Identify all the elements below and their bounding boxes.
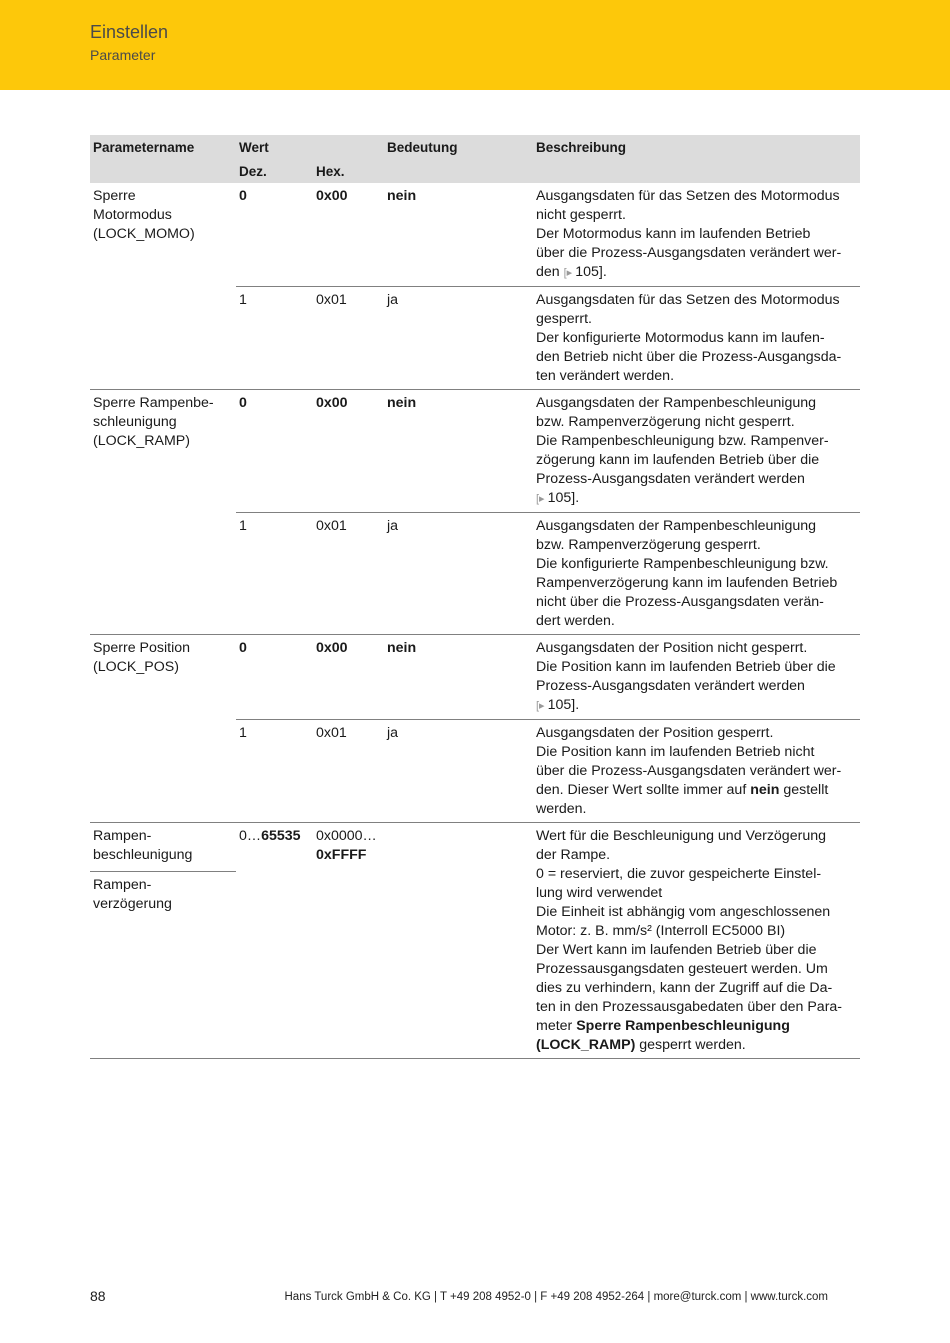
text-line: [536, 639, 857, 658]
text-line: [536, 394, 857, 413]
text-span: Die Position kann im laufenden Betrieb nicht: [536, 744, 815, 760]
value-hex: 0x00: [313, 635, 384, 720]
table-row: [90, 823, 860, 1059]
arrow-icon[interactable]: [▸: [536, 493, 548, 505]
text-line: Rampen-: [93, 828, 152, 844]
text-line: [536, 696, 857, 716]
text-line: ten in den Prozessausgabedaten über den Para-: [536, 999, 843, 1015]
text-line: [536, 536, 857, 555]
meaning: nein: [384, 635, 533, 720]
text-bold: Sperre Rampenbeschleunigung: [576, 1018, 790, 1034]
meaning: ja: [384, 287, 533, 390]
param-name: [90, 823, 236, 1059]
param-name: [90, 390, 236, 635]
text-line: Rampen-: [93, 877, 152, 893]
text-line: [536, 1036, 857, 1055]
text-span: Prozess-Ausgangsdaten verändert werden: [536, 471, 805, 487]
text-line: werden.: [536, 801, 587, 817]
text-line: [536, 348, 857, 367]
text-span: Die konfigurierte Rampenbeschleunigung bzw.: [536, 556, 829, 572]
param-name: [90, 635, 236, 823]
text-line: 0 = reserviert, die zuvor gespeicherte Einstel-: [536, 866, 822, 882]
text-span: meter: [536, 1018, 573, 1034]
text-line: [536, 225, 857, 244]
value-dec: 1: [236, 720, 313, 823]
text-span: Der konfigurierte Motormodus kann im laufen-: [536, 330, 825, 346]
page-header: [0, 0, 950, 90]
text-span: ten verändert werden.: [536, 368, 675, 384]
text-line: beschleunigung: [93, 847, 193, 863]
meaning: ja: [384, 720, 533, 823]
range-max: 65535: [261, 828, 301, 844]
page-ref-value: 105].: [547, 490, 580, 506]
text-line: der Rampe.: [536, 847, 611, 863]
value-dec: [236, 823, 313, 1059]
value-dec: 0: [236, 390, 313, 513]
text-line: [536, 244, 857, 263]
text-line: lung wird verwendet: [536, 885, 663, 901]
text-span: über die Prozess-Ausgangsdaten verändert wer-: [536, 245, 842, 261]
description: [533, 823, 860, 1059]
text-line: Motormodus: [93, 207, 172, 223]
text-line: Sperre Rampenbe-: [93, 395, 214, 411]
value-hex: 0x00: [316, 188, 348, 204]
description: [533, 720, 860, 823]
text-line: (LOCK_POS): [93, 659, 179, 675]
value-dec: 1: [236, 287, 313, 390]
text-line: Motor: z. B. mm/s² (Interroll EC5000 BI): [536, 923, 786, 939]
page-ref: [560, 264, 607, 280]
text-span: über die Prozess-Ausgangsdaten verändert wer-: [536, 763, 842, 779]
text-span: Ausgangsdaten für das Setzen des Motormodus: [536, 188, 840, 204]
text-span: Ausgangsdaten der Position gesperrt.: [536, 725, 774, 741]
text-span: bzw. Rampenverzögerung nicht gesperrt.: [536, 414, 795, 430]
text-span: gestellt: [783, 782, 829, 798]
value-hex: 0x01: [313, 513, 384, 635]
text-line: [536, 470, 857, 489]
col-header-meaning: Bedeutung: [384, 135, 533, 159]
text-line: verzögerung: [93, 896, 172, 912]
text-line: Sperre Position: [93, 640, 190, 656]
text-line: Sperre: [93, 188, 136, 204]
text-span: Prozess-Ausgangsdaten verändert werden: [536, 678, 805, 694]
meaning: nein: [387, 188, 417, 204]
text-span: Die Position kann im laufenden Betrieb über die: [536, 659, 836, 675]
text-line: [536, 329, 857, 348]
text-line: (LOCK_MOMO): [93, 226, 195, 242]
text-line: [536, 432, 857, 451]
text-span: Ausgangsdaten für das Setzen des Motormodus: [536, 292, 840, 308]
text-line: [536, 658, 857, 677]
range-prefix: 0…: [239, 828, 262, 844]
col-header-description: Beschreibung: [533, 135, 860, 159]
text-span: Ausgangsdaten der Position nicht gesperrt.: [536, 640, 808, 656]
text-line: [536, 593, 857, 612]
text-line: [536, 451, 857, 470]
section-subtitle: Parameter: [90, 47, 156, 63]
text-line: [536, 677, 857, 696]
param-name-1: [93, 827, 233, 865]
text-line: [536, 574, 857, 593]
param-name-2: [90, 871, 236, 914]
meaning: [384, 823, 533, 1059]
text-line: [536, 206, 857, 225]
text-line: dies zu verhindern, kann der Zugriff auf die Da-: [536, 980, 833, 996]
description: [533, 635, 860, 720]
text-span: gesperrt.: [536, 311, 592, 327]
text-line: (LOCK_RAMP): [93, 433, 190, 449]
text-span: gesperrt werden.: [639, 1037, 746, 1053]
text-line: Die Einheit ist abhängig vom angeschlossenen: [536, 904, 831, 920]
text-line: [536, 367, 857, 386]
text-line: [536, 187, 857, 206]
value-dec: 0: [236, 635, 313, 720]
text-bold: (LOCK_RAMP): [536, 1037, 636, 1053]
col-header-name: Parametername: [90, 135, 236, 159]
range-hex-prefix: 0x0000…: [316, 828, 377, 844]
text-span: Rampenverzögerung kann im laufenden Betrieb: [536, 575, 838, 591]
text-line: [536, 743, 857, 762]
text-line: [536, 781, 857, 800]
text-span: nicht über die Prozess-Ausgangsdaten verän-: [536, 594, 824, 610]
parameter-table: [90, 135, 860, 1059]
text-line: [536, 489, 857, 509]
description: [533, 513, 860, 635]
text-span: nicht gesperrt.: [536, 207, 626, 223]
text-span: Die Rampenbeschleunigung bzw. Rampenver-: [536, 433, 829, 449]
chapter-title: Einstellen: [90, 22, 169, 42]
text-span: zögerung kann im laufenden Betrieb über die: [536, 452, 820, 468]
text-span: bzw. Rampenverzögerung gesperrt.: [536, 537, 761, 553]
value-hex: 0x01: [313, 287, 384, 390]
text-line: [536, 310, 857, 329]
text-line: [536, 413, 857, 432]
text-line: [536, 1017, 857, 1036]
meaning: ja: [384, 513, 533, 635]
col-header-value: Wert: [236, 135, 313, 159]
text-span: Der Motormodus kann im laufenden Betrieb: [536, 226, 811, 242]
text-line: Prozessausgangsdaten gesteuert werden. Um: [536, 961, 828, 977]
text-line: [536, 612, 857, 631]
meaning: nein: [384, 390, 533, 513]
page-ref-value: 105].: [575, 264, 607, 280]
value-dec: 0: [239, 188, 247, 204]
text-line: [536, 762, 857, 781]
text-line: [536, 263, 857, 283]
page-ref-value: 105].: [547, 697, 580, 713]
text-line: [536, 555, 857, 574]
text-line: [536, 724, 857, 743]
col-header-dec: Dez.: [236, 159, 313, 183]
value-hex: 0x00: [313, 390, 384, 513]
col-header-hex: Hex.: [313, 159, 384, 183]
description: [533, 287, 860, 390]
description: [533, 390, 860, 513]
value-hex: 0x01: [313, 720, 384, 823]
table-row: [90, 635, 860, 720]
text-span: den. Dieser Wert sollte immer auf: [536, 782, 747, 798]
text-line: Wert für die Beschleunigung und Verzögerung: [536, 828, 826, 844]
text-span: den Betrieb nicht über die Prozess-Ausgangsda-: [536, 349, 842, 365]
table-row: [90, 390, 860, 513]
value-dec: 1: [236, 513, 313, 635]
text-span: Ausgangsdaten der Rampenbeschleunigung: [536, 518, 817, 534]
param-name: [90, 183, 236, 390]
text-line: Der Wert kann im laufenden Betrieb über die: [536, 942, 817, 958]
footer-contact: Hans Turck GmbH & Co. KG | T +49 208 4952-0 | F +49 208 4952-264 | more@turck.com | www.turck.com: [284, 1291, 828, 1303]
text-span: den: [536, 264, 560, 280]
text-line: [536, 517, 857, 536]
arrow-icon[interactable]: [▸: [536, 700, 548, 712]
description: [533, 183, 860, 287]
text-span: dert werden.: [536, 613, 615, 629]
text-line: [536, 291, 857, 310]
page-number: 88: [90, 1288, 106, 1304]
text-bold: nein: [750, 782, 780, 798]
range-hex-max: 0xFFFF: [316, 847, 367, 863]
text-span: Ausgangsdaten der Rampenbeschleunigung: [536, 395, 817, 411]
arrow-icon[interactable]: [▸: [563, 267, 576, 279]
table-row: [90, 183, 860, 287]
text-line: schleunigung: [93, 414, 177, 430]
value-hex: [313, 823, 384, 1059]
